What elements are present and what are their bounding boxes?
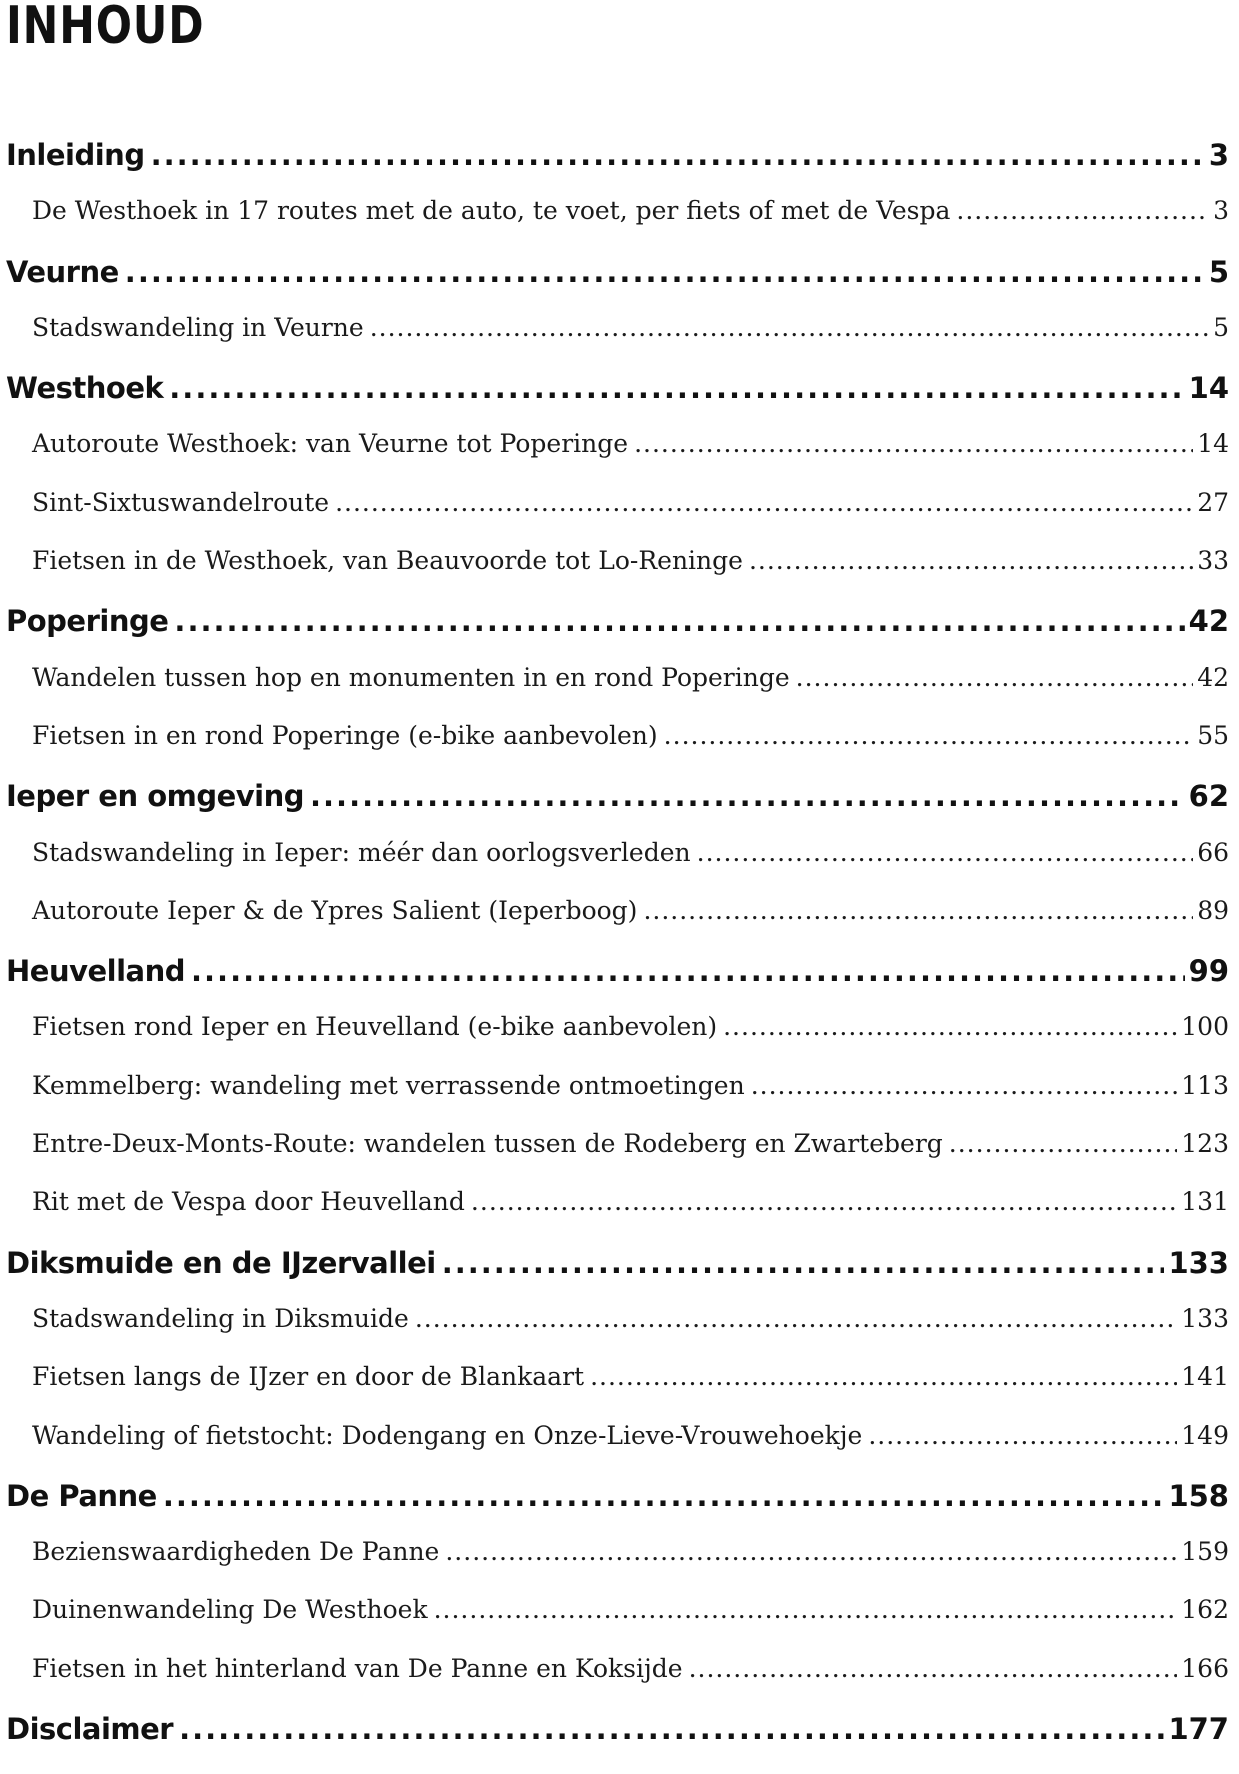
toc-section-entry[interactable]: [6, 896, 1229, 954]
entry-page-number: 62: [1188, 779, 1229, 814]
entry-title: Wandeling of fietstocht: Dodengang en Onze-Lieve-Vrouwehoekje: [32, 1420, 863, 1450]
entry-page-number: 159: [1181, 1537, 1229, 1567]
toc-chapter-entry[interactable]: [6, 1479, 1229, 1537]
dot-leader: [335, 488, 1193, 517]
toc-section-entry[interactable]: [6, 1537, 1229, 1595]
dot-leader: [796, 663, 1194, 692]
entry-page-number: 133: [1168, 1245, 1229, 1280]
toc-section-entry[interactable]: [6, 663, 1229, 721]
dot-leader: [310, 779, 1185, 813]
dot-leader: [749, 546, 1193, 575]
dot-leader: [664, 721, 1194, 750]
dot-leader: [949, 1129, 1178, 1158]
entry-page-number: 14: [1197, 429, 1229, 459]
dot-leader: [634, 429, 1193, 458]
entry-page-number: 3: [1208, 138, 1229, 172]
toc-section-entry[interactable]: [6, 721, 1229, 779]
toc-section-entry[interactable]: [6, 1187, 1229, 1245]
toc-chapter-entry[interactable]: [6, 779, 1229, 837]
entry-page-number: 141: [1181, 1362, 1229, 1392]
dot-leader: [697, 838, 1194, 867]
dot-leader: [751, 1071, 1178, 1100]
entry-page-number: 149: [1181, 1420, 1229, 1450]
entry-page-number: 162: [1181, 1595, 1229, 1625]
toc-chapter-entry[interactable]: [6, 604, 1229, 662]
dot-leader: [169, 371, 1184, 405]
dot-leader: [956, 196, 1209, 225]
entry-page-number: 131: [1181, 1187, 1229, 1217]
toc-chapter-entry[interactable]: [6, 1712, 1229, 1770]
dot-leader: [370, 313, 1209, 342]
entry-title: Diksmuide en de IJzervallei: [6, 1245, 436, 1280]
toc-section-entry[interactable]: [6, 1129, 1229, 1187]
toc-section-entry[interactable]: [6, 1421, 1229, 1479]
toc-section-entry[interactable]: [6, 1012, 1229, 1070]
entry-page-number: 66: [1197, 837, 1229, 867]
dot-leader: [643, 896, 1193, 925]
entry-title: Fietsen langs de IJzer en door de Blankaart: [32, 1362, 585, 1392]
dot-leader: [434, 1595, 1178, 1624]
entry-title: De Panne: [6, 1478, 157, 1513]
entry-page-number: 113: [1181, 1070, 1229, 1100]
dot-leader: [445, 1537, 1177, 1566]
entry-title: De Westhoek in 17 routes met de auto, te voet, per fiets of met de Vespa: [32, 196, 951, 226]
entry-page-number: 89: [1197, 895, 1229, 925]
entry-title: Entre-Deux-Monts-Route: wandelen tussen de Rodeberg en Zwarteberg: [32, 1129, 943, 1159]
dot-leader: [442, 1246, 1165, 1280]
dot-leader: [590, 1362, 1177, 1391]
entry-page-number: 99: [1188, 954, 1229, 989]
entry-title: Rit met de Vespa door Heuvelland: [32, 1187, 465, 1217]
toc-section-entry[interactable]: [6, 1071, 1229, 1129]
dot-leader: [868, 1421, 1177, 1450]
entry-title: Inleiding: [6, 138, 145, 172]
dot-leader: [151, 138, 1205, 172]
entry-title: Stadswandeling in Ieper: méér dan oorlogsverleden: [32, 837, 691, 867]
entry-page-number: 166: [1181, 1653, 1229, 1683]
entry-page-number: 5: [1213, 312, 1229, 342]
dot-leader: [179, 1712, 1164, 1746]
entry-title: Westhoek: [6, 371, 164, 406]
page-title: INHOUD: [6, 0, 205, 56]
entry-title: Bezienswaardigheden De Panne: [32, 1537, 440, 1567]
toc-chapter-entry[interactable]: [6, 138, 1229, 196]
dot-leader: [471, 1187, 1177, 1216]
entry-page-number: 100: [1181, 1012, 1229, 1042]
entry-title: Kemmelberg: wandeling met verrassende ontmoetingen: [32, 1070, 745, 1100]
entry-title: Duinenwandeling De Westhoek: [32, 1595, 428, 1625]
entry-page-number: 177: [1168, 1712, 1229, 1747]
toc-section-entry[interactable]: [6, 546, 1229, 604]
entry-page-number: 5: [1208, 254, 1229, 289]
entry-title: Fietsen in de Westhoek, van Beauvoorde tot Lo-Reninge: [32, 546, 743, 576]
entry-title: Stadswandeling in Veurne: [32, 312, 364, 342]
entry-page-number: 158: [1168, 1478, 1229, 1513]
entry-page-number: 42: [1197, 662, 1229, 692]
entry-page-number: 42: [1188, 604, 1229, 639]
entry-page-number: 27: [1197, 487, 1229, 517]
entry-title: Disclaimer: [6, 1712, 174, 1747]
dot-leader: [125, 255, 1205, 289]
entry-page-number: 33: [1197, 546, 1229, 576]
dot-leader: [163, 1479, 1165, 1513]
dot-leader: [174, 604, 1184, 638]
toc-chapter-entry[interactable]: [6, 954, 1229, 1012]
entry-title: Heuvelland: [6, 954, 186, 989]
entry-title: Fietsen in en rond Poperinge (e-bike aanbevolen): [32, 720, 658, 750]
toc-section-entry[interactable]: [6, 1362, 1229, 1420]
toc-section-entry[interactable]: [6, 1595, 1229, 1653]
toc-section-entry[interactable]: [6, 1304, 1229, 1362]
entry-page-number: 14: [1188, 371, 1229, 406]
entry-title: Stadswandeling in Diksmuide: [32, 1303, 409, 1333]
entry-title: Poperinge: [6, 604, 169, 639]
toc-section-entry[interactable]: [6, 196, 1229, 254]
entry-title: Fietsen rond Ieper en Heuvelland (e-bike aanbevolen): [32, 1012, 718, 1042]
dot-leader: [191, 954, 1185, 988]
entry-page-number: 133: [1181, 1303, 1229, 1333]
toc-chapter-entry[interactable]: [6, 371, 1229, 429]
dot-leader: [689, 1654, 1178, 1683]
dot-leader: [723, 1012, 1177, 1041]
toc-section-entry[interactable]: [6, 488, 1229, 546]
toc-chapter-entry[interactable]: [6, 255, 1229, 313]
toc-section-entry[interactable]: [6, 313, 1229, 371]
table-of-contents: [6, 138, 1229, 1770]
entry-title: Wandelen tussen hop en monumenten in en rond Poperinge: [32, 662, 790, 692]
toc-chapter-entry[interactable]: [6, 1246, 1229, 1304]
dot-leader: [415, 1304, 1177, 1333]
entry-title: Veurne: [6, 254, 119, 289]
entry-title: Ieper en omgeving: [6, 779, 305, 814]
entry-title: Autoroute Westhoek: van Veurne tot Poperinge: [32, 429, 629, 459]
entry-page-number: 3: [1213, 196, 1229, 226]
entry-title: Autoroute Ieper & de Ypres Salient (Ieperboog): [32, 895, 638, 925]
entry-title: Sint-Sixtuswandelroute: [32, 487, 330, 517]
entry-page-number: 55: [1197, 720, 1229, 750]
toc-section-entry[interactable]: [6, 838, 1229, 896]
toc-section-entry[interactable]: [6, 1654, 1229, 1712]
entry-title: Fietsen in het hinterland van De Panne en Koksijde: [32, 1653, 683, 1683]
toc-section-entry[interactable]: [6, 429, 1229, 487]
entry-page-number: 123: [1181, 1129, 1229, 1159]
